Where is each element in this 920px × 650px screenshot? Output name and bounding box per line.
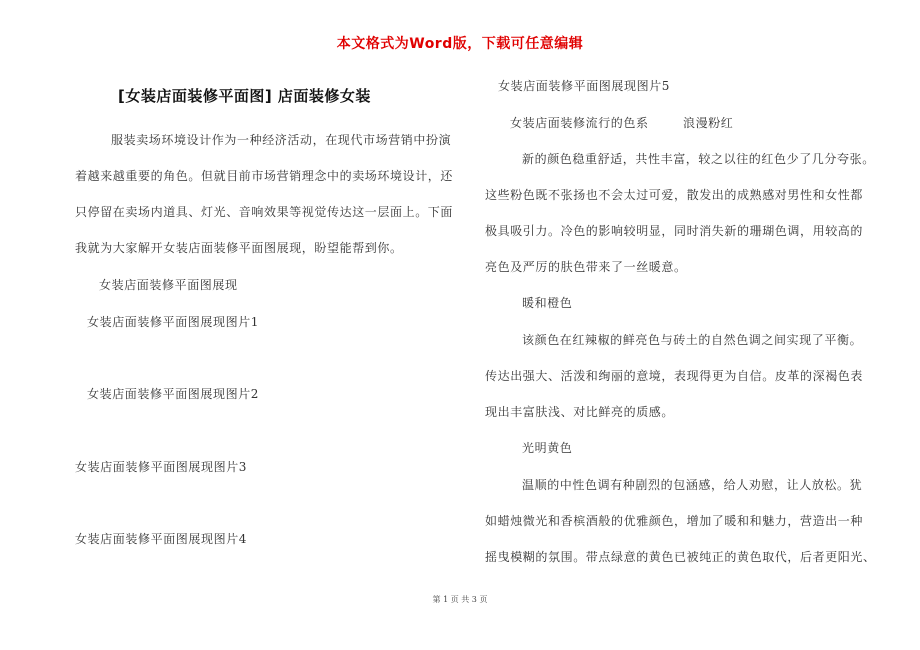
intro-line-2: 着越来越重要的角色。但就目前市场营销理念中的卖场环境设计，还 [75, 169, 454, 183]
picture-caption-2: 女装店面装修平面图展现图片2 [87, 387, 260, 401]
format-banner: 本文格式为Word版，下载可任意编辑 [336, 36, 584, 52]
section-heading: 女装店面装修平面图展现 [99, 278, 238, 292]
picture-caption-5: 女装店面装修平面图展现图片5 [498, 79, 671, 93]
pink-line-4: 亮色及严厉的肤色带来了一丝暖意。 [485, 260, 687, 274]
intro-line-3: 只停留在卖场内道具、灯光、音响效果等视觉传达这一层面上。下面 [75, 205, 454, 219]
pink-line-3: 极具吸引力。冷色的影响较明显，同时消失新的珊瑚色调，用较高的 [485, 224, 864, 238]
yellow-heading: 光明黄色 [522, 441, 573, 455]
picture-caption-4: 女装店面装修平面图展现图片4 [75, 532, 248, 546]
yellow-line-3: 摇曳模糊的氛围。带点绿意的黄色已被纯正的黄色取代，后者更阳光、 [485, 550, 876, 564]
yellow-line-1: 温顺的中性色调有种剧烈的包涵感，给人劝慰，让人放松。犹 [522, 478, 863, 492]
page-number: 第 1 页 共 3 页 [432, 595, 488, 604]
orange-line-2: 传达出强大、活泼和绚丽的意境，表现得更为自信。皮革的深褐色表 [485, 369, 864, 383]
article-title: [女装店面装修平面图] 店面装修女装 [118, 87, 371, 105]
intro-line-4: 我就为大家解开女装店面装修平面图展现，盼望能帮到你。 [75, 241, 403, 255]
orange-line-3: 现出丰富肤浅、对比鲜亮的质感。 [485, 405, 675, 419]
yellow-line-2: 如蜡烛微光和香槟酒般的优雅颜色，增加了暖和和魅力，营造出一种 [485, 514, 864, 528]
orange-line-1: 该颜色在红辣椒的鲜亮色与砖土的自然色调之间实现了平衡。 [522, 333, 863, 347]
picture-caption-3: 女装店面装修平面图展现图片3 [75, 460, 248, 474]
pink-line-2: 这些粉色既不张扬也不会太过可爱，散发出的成熟感对男性和女性都 [485, 188, 864, 202]
intro-line-1: 服装卖场环境设计作为一种经济活动，在现代市场营销中扮演 [111, 133, 452, 147]
orange-heading: 暖和橙色 [522, 296, 573, 310]
colors-subheading-pink: 浪漫粉红 [683, 116, 734, 130]
colors-heading: 女装店面装修流行的色系 [510, 116, 649, 130]
pink-line-1: 新的颜色稳重舒适，共性丰富，较之以往的红色少了几分夸张。 [522, 152, 875, 166]
picture-caption-1: 女装店面装修平面图展现图片1 [87, 315, 260, 329]
